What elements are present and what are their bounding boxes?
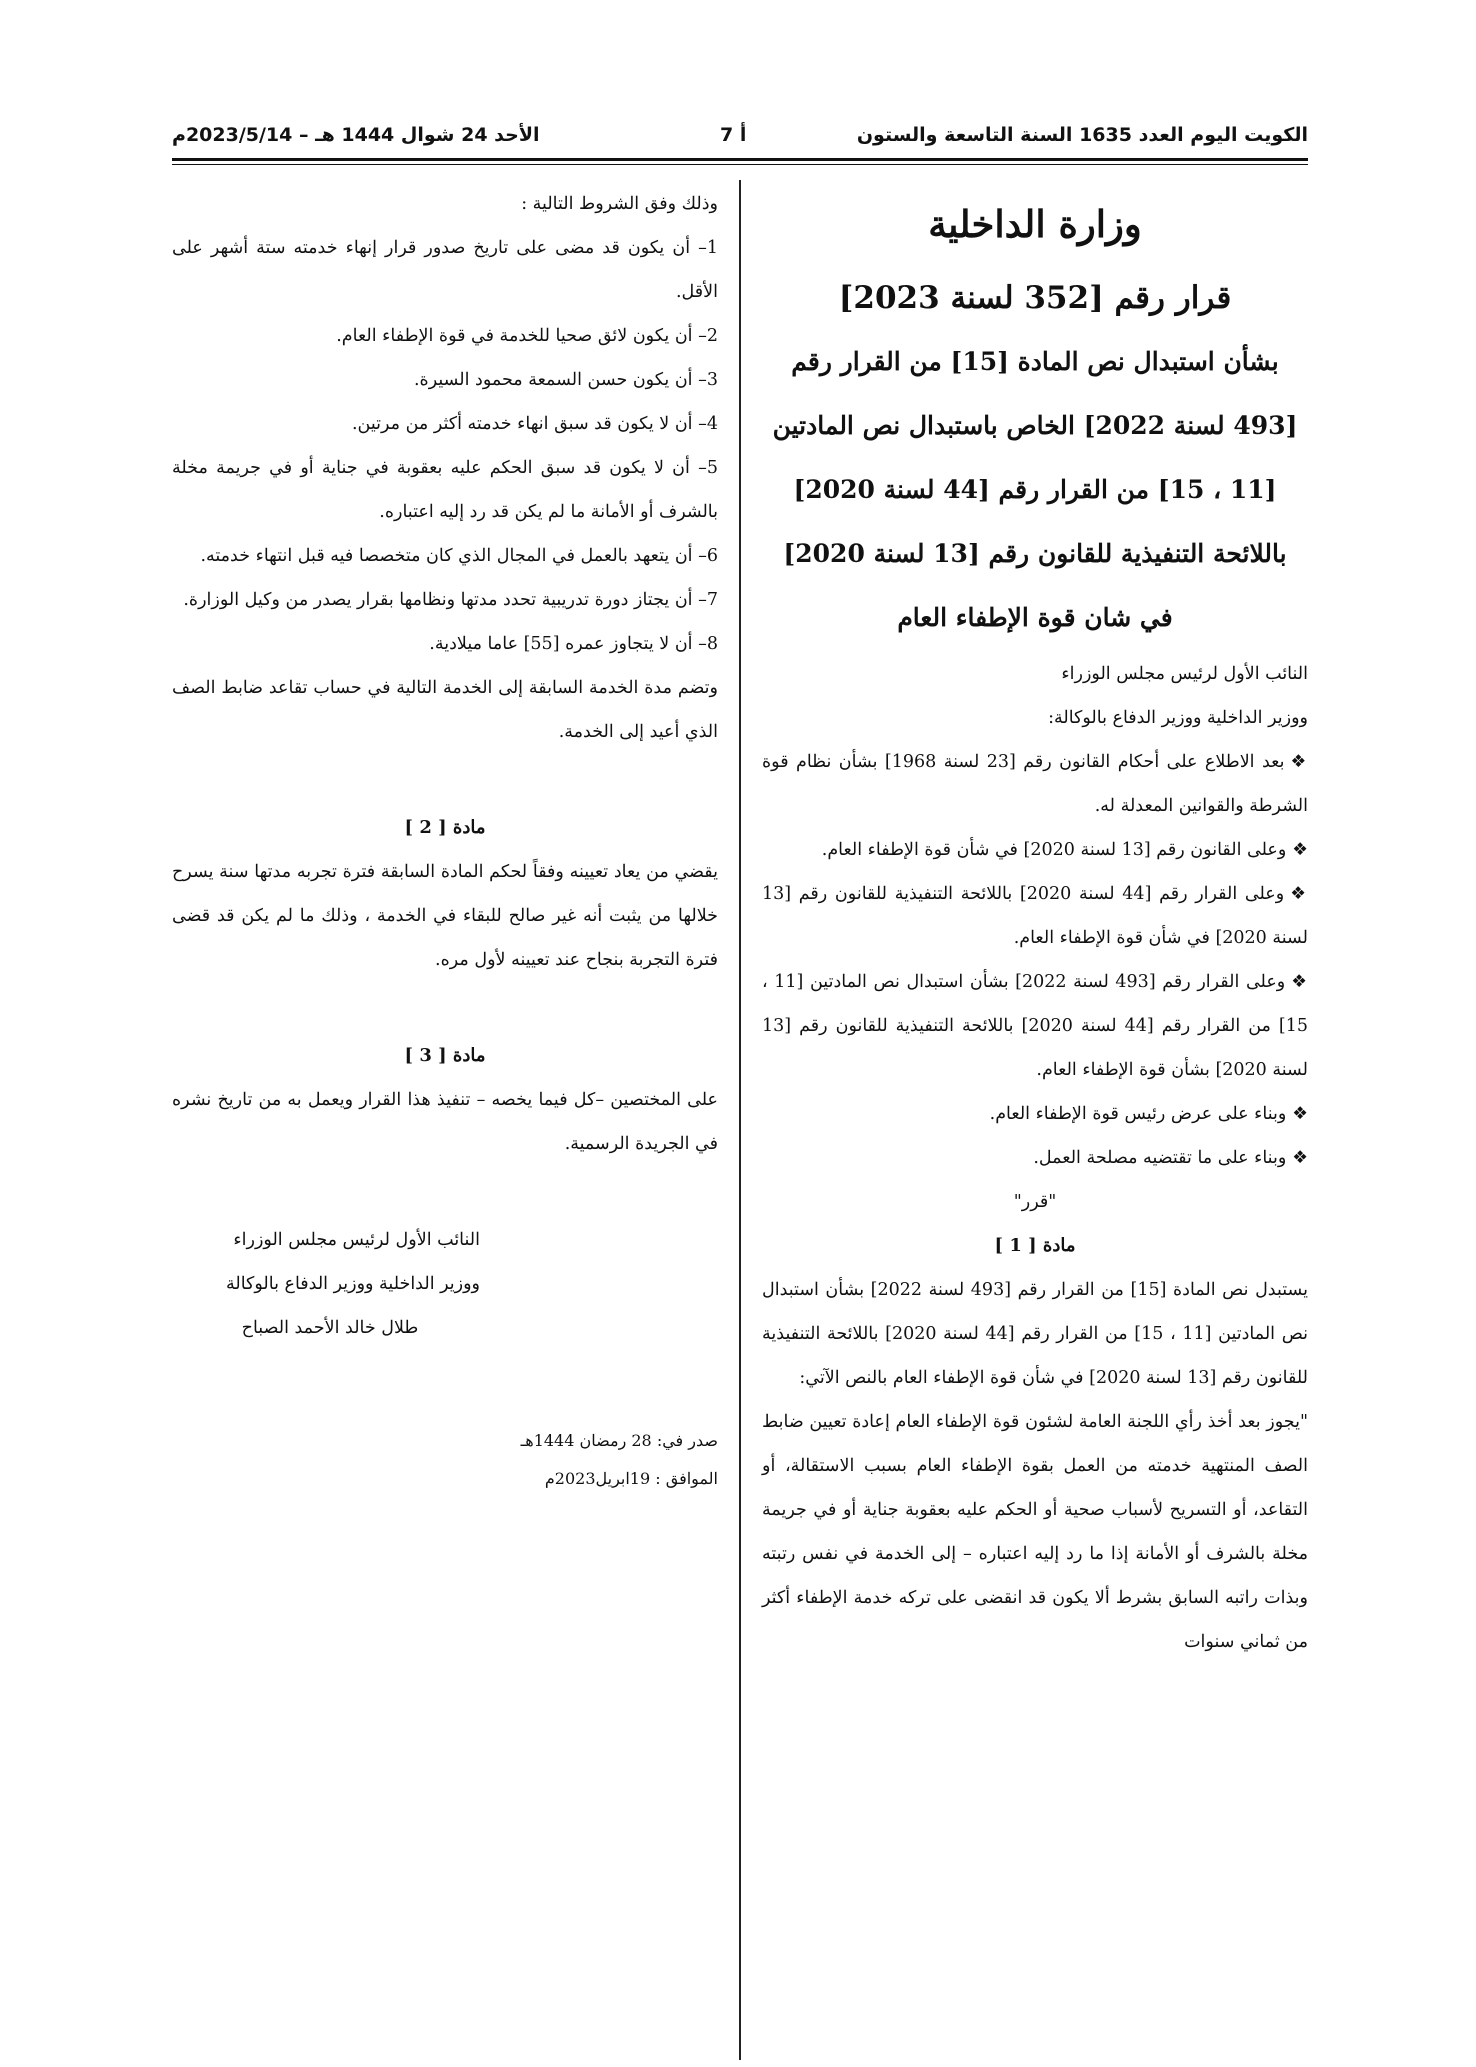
page-header: [172, 118, 1308, 152]
article-2-heading: مادة [ 2 ]: [404, 817, 486, 838]
decision-subject-line: في شان قوة الإطفاء العام: [897, 603, 1173, 632]
article-3-text: على المختصين –كل فيما يخصه – تنفيذ هذا القرار ويعمل به من تاريخ نشره في الجريدة الرسمية.: [172, 1090, 718, 1154]
service-note: وتضم مدة الخدمة السابقة إلى الخدمة التالية في حساب تقاعد ضابط الصف الذي أعيد إلى الخدمة.: [172, 678, 718, 742]
bullet-icon: ❖: [1292, 1104, 1308, 1124]
preamble-item: ❖وبناء على عرض رئيس قوة الإطفاء العام.: [989, 1104, 1308, 1124]
signature-block: [180, 1218, 480, 1350]
column-divider: [739, 180, 741, 2060]
decision-subject-line: [11 ، 15] من القرار رقم [44 لسنة 2020]: [793, 475, 1277, 504]
signature-title: النائب الأول لرئيس مجلس الوزراء: [233, 1230, 480, 1250]
bullet-icon: ❖: [1292, 840, 1308, 860]
condition-item: 1– أن يكون قد مضى على تاريخ صدور قرار إنهاء خدمته ستة أشهر على الأقل.: [172, 238, 718, 302]
condition-item: 2– أن يكون لائق صحيا للخدمة في قوة الإطفاء العام.: [336, 326, 718, 346]
preamble-item: ❖بعد الاطلاع على أحكام القانون رقم [23 لسنة 1968] بشأن نظام قوة الشرطة والقوانين المعدلة له.: [762, 752, 1308, 816]
condition-item: 8– أن لا يتجاوز عمره [55] عاما ميلادية.: [429, 634, 718, 654]
article-3-heading: مادة [ 3 ]: [404, 1045, 486, 1066]
gazette-issue-info: الكويت اليوم العدد 1635 السنة التاسعة والستون: [856, 124, 1308, 146]
left-column: [172, 180, 718, 1498]
decision-subject-line: باللائحة التنفيذية للقانون رقم [13 لسنة 2020]: [783, 539, 1287, 568]
decision-number: قرار رقم [352 لسنة 2023]: [838, 280, 1232, 316]
preamble-item: ❖وعلى القانون رقم [13 لسنة 2020] في شأن قوة الإطفاء العام.: [821, 840, 1308, 860]
bullet-icon: ❖: [1291, 972, 1308, 992]
bullet-icon: ❖: [1290, 752, 1308, 772]
corresponding-date: الموافق : 19ابريل2023م: [544, 1469, 718, 1488]
ministry-title: وزارة الداخلية: [928, 202, 1142, 246]
decided-heading: "قرر": [1013, 1192, 1057, 1212]
issue-date: الأحد 24 شوال 1444 هـ – 2023/5/14م: [172, 124, 540, 146]
decision-subject-line: بشأن استبدال نص المادة [15] من القرار رقم: [791, 347, 1279, 376]
condition-item: 7– أن يجتاز دورة تدريبية تحدد مدتها ونظامها بقرار يصدر من وكيل الوزارة.: [183, 590, 718, 610]
condition-item: 6– أن يتعهد بالعمل في المجال الذي كان متخصصا فيه قبل انتهاء خدمته.: [200, 546, 718, 566]
preamble-item: ❖وعلى القرار رقم [493 لسنة 2022] بشأن استبدال نص المادتين [11 ، 15] من القرار رقم [44 لسنة 2020] باللائحة التنفيذية للقانون رقم [13 لسنة 2020] بشأن قوة الإطفاء العام.: [762, 972, 1309, 1080]
article-1-quote: "يجوز بعد أخذ رأي اللجنة العامة لشئون قوة الإطفاء العام إعادة تعيين ضابط الصف المنتهية خدمته من العمل بقوة الإطفاء العام بسبب الاستقالة، أو التقاعد، أو التسريح لأسباب صحية أو الحكم عليه بعقوبة جناية أو في جريمة مخلة بالشرف أو الأمانة إذا ما رد إليه اعتباره – إلى الخدمة في نفس رتبته وبذات راتبه السابق بشرط ألا يكون قد انقضى على تركه خدمة الإطفاء أكثر من ثماني سنوات: [762, 1412, 1308, 1652]
header-rule-thin: [172, 164, 1308, 165]
condition-item: 4– أن لا يكون قد سبق انهاء خدمته أكثر من مرتين.: [351, 414, 718, 434]
bullet-icon: ❖: [1290, 884, 1308, 904]
condition-item: 3– أن يكون حسن السمعة محمود السيرة.: [413, 370, 718, 390]
signature-title: ووزير الداخلية ووزير الدفاع بالوكالة: [226, 1274, 480, 1294]
issued-date: صدر في: 28 رمضان 1444هـ: [520, 1431, 718, 1450]
conditions-intro: وذلك وفق الشروط التالية :: [521, 194, 718, 214]
header-rule: [172, 158, 1308, 161]
right-column: [762, 180, 1308, 1664]
signatory-name: طلال خالد الأحمد الصباح: [241, 1318, 419, 1338]
article-2-text: يقضي من يعاد تعيينه وفقاً لحكم المادة السابقة فترة تجربه مدتها سنة يسرح خلالها من يثبت أنه غير صالح للبقاء في الخدمة ، وذلك ما لم يكن قد قضى فترة التجربة بنجاح عند تعيينه لأول مره.: [172, 862, 718, 970]
issue-date-block: [172, 1422, 718, 1498]
preamble-item: ❖وبناء على ما تقتضيه مصلحة العمل.: [1033, 1148, 1308, 1168]
issuer-line: ووزير الداخلية ووزير الدفاع بالوكالة:: [1048, 708, 1308, 728]
condition-item: 5– أن لا يكون قد سبق الحكم عليه بعقوبة في جناية أو في جريمة مخلة بالشرف أو الأمانة ما لم يكن قد رد إليه اعتباره.: [172, 458, 718, 522]
decision-subject-line: [493 لسنة 2022] الخاص باستبدال نص المادتين: [772, 411, 1298, 440]
article-1-heading: مادة [ 1 ]: [994, 1235, 1076, 1256]
preamble-item: ❖وعلى القرار رقم [44 لسنة 2020] باللائحة التنفيذية للقانون رقم [13 لسنة 2020] في شأن قوة الإطفاء العام.: [762, 884, 1308, 948]
bullet-icon: ❖: [1292, 1148, 1308, 1168]
article-1-text: يستبدل نص المادة [15] من القرار رقم [493 لسنة 2022] بشأن استبدال نص المادتين [11 ، 15] من القرار رقم [44 لسنة 2020] باللائحة التنفيذية للقانون رقم [13 لسنة 2020] في شأن قوة الإطفاء العام بالنص الآتي:: [762, 1280, 1309, 1388]
page-number: أ 7: [720, 124, 747, 146]
issuer-line: النائب الأول لرئيس مجلس الوزراء: [1061, 664, 1308, 684]
